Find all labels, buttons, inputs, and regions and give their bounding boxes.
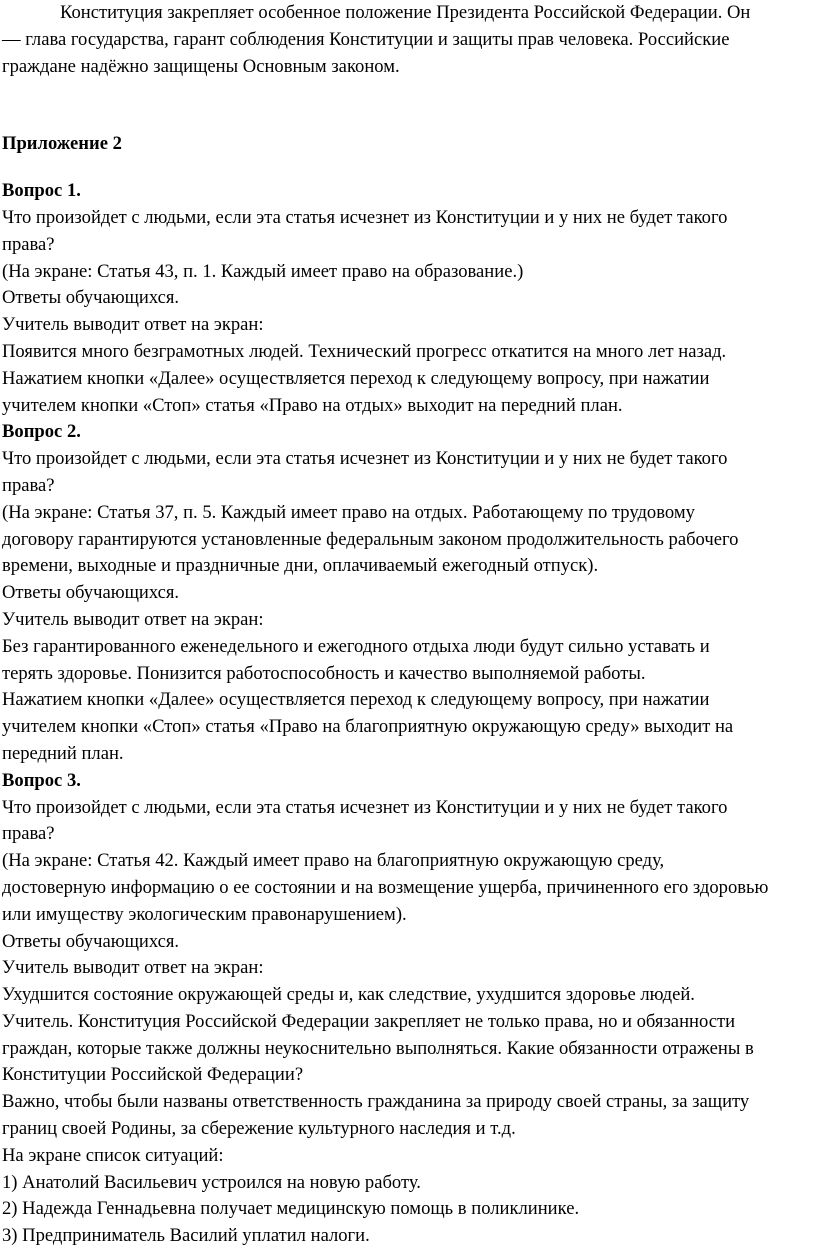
question-3-line: границ своей Родины, за сбережение культурного наследия и т.д.	[2, 1118, 516, 1140]
question-2-line: (На экране: Статья 37, п. 5. Каждый имеет право на отдых. Работающему по трудовому	[2, 501, 695, 523]
intro-line: Конституция закрепляет особенное положение Президента Российской Федерации. Он	[60, 2, 751, 23]
question-2-line: Что произойдет с людьми, если эта статья исчезнет из Конституции и у них не будет такого	[2, 448, 728, 470]
question-2-line: Учитель выводит ответ на экран:	[2, 608, 264, 630]
question-3-line: Ухудшится состояние окружающей среды и, как следствие, ухудшится здоровье людей.	[2, 984, 695, 1006]
question-1-line: (На экране: Статья 43, п. 1. Каждый имеет право на образование.)	[2, 260, 524, 282]
question-2-line: Нажатием кнопки «Далее» осуществляется переход к следующему вопросу, при нажатии	[2, 689, 710, 711]
question-3-line: или имуществу экологическим правонарушением).	[2, 903, 407, 925]
question-3-line: граждан, которые также должны неукоснительно выполняться. Какие обязанности отражены в	[2, 1037, 754, 1059]
question-2-line: Без гарантированного еженедельного и ежегодного отдыха люди будут сильно уставать и	[2, 635, 710, 657]
question-3-heading: Вопрос 3.	[2, 769, 81, 791]
question-3-line: (На экране: Статья 42. Каждый имеет право на благоприятную окружающую среду,	[2, 850, 665, 872]
question-2-line: терять здоровье. Понизится работоспособность и качество выполняемой работы.	[2, 662, 646, 684]
question-1-line: права?	[2, 233, 55, 255]
question-3-line: Учитель выводит ответ на экран:	[2, 957, 264, 979]
situation-item: 2) Надежда Геннадьевна получает медицинскую помощь в поликлинике.	[2, 1198, 580, 1220]
question-1-line: учителем кнопки «Стоп» статья «Право на отдых» выходит на передний план.	[2, 394, 623, 416]
question-2-line: передний план.	[2, 742, 124, 764]
situation-item: 3) Предприниматель Василий уплатил налоги.	[2, 1225, 370, 1247]
spacer	[0, 80, 816, 131]
question-2-line: договору гарантируются установленные федеральным законом продолжительность рабочего	[2, 528, 739, 550]
question-3-line: Важно, чтобы были названы ответственность гражданина за природу своей страны, за защиту	[2, 1091, 750, 1113]
intro-line: — глава государства, гарант соблюдения Конституции и защиты прав человека. Российские	[2, 28, 730, 50]
question-3-line: Учитель. Конституция Российской Федерации закрепляет не только права, но и обязанности	[2, 1010, 736, 1032]
question-1-line: Что произойдет с людьми, если эта статья исчезнет из Конституции и у них не будет такого	[2, 206, 728, 228]
spacer	[0, 158, 816, 178]
question-3-line: достоверную информацию о ее состоянии и на возмещение ущерба, причиненного его здоровью	[2, 876, 769, 898]
question-2-line: Ответы обучающихся.	[2, 582, 180, 604]
question-3-line: На экране список ситуаций:	[2, 1144, 224, 1166]
question-1-line: Учитель выводит ответ на экран:	[2, 314, 264, 336]
situation-item: 1) Анатолий Васильевич устроился на новую работу.	[2, 1171, 421, 1193]
question-2-line: учителем кнопки «Стоп» статья «Право на благоприятную окружающую среду» выходит на	[2, 716, 734, 738]
question-1-line: Ответы обучающихся.	[2, 287, 180, 309]
question-1-line: Нажатием кнопки «Далее» осуществляется переход к следующему вопросу, при нажатии	[2, 367, 710, 389]
question-3-line: Конституции Российской Федерации?	[2, 1064, 304, 1086]
question-3-line: права?	[2, 823, 55, 845]
question-1-line: Появится много безграмотных людей. Технический прогресс откатится на много лет назад.	[2, 340, 727, 362]
question-3-line: Ответы обучающихся.	[2, 930, 180, 952]
intro-line: граждане надёжно защищены Основным законом.	[2, 55, 400, 77]
appendix-title: Приложение 2	[2, 133, 122, 155]
question-2-heading: Вопрос 2.	[2, 421, 81, 443]
question-2-line: времени, выходные и праздничные дни, оплачиваемый ежегодный отпуск).	[2, 555, 599, 577]
question-1-heading: Вопрос 1.	[2, 180, 81, 202]
question-2-line: права?	[2, 474, 55, 496]
question-3-line: Что произойдет с людьми, если эта статья исчезнет из Конституции и у них не будет такого	[2, 796, 728, 818]
